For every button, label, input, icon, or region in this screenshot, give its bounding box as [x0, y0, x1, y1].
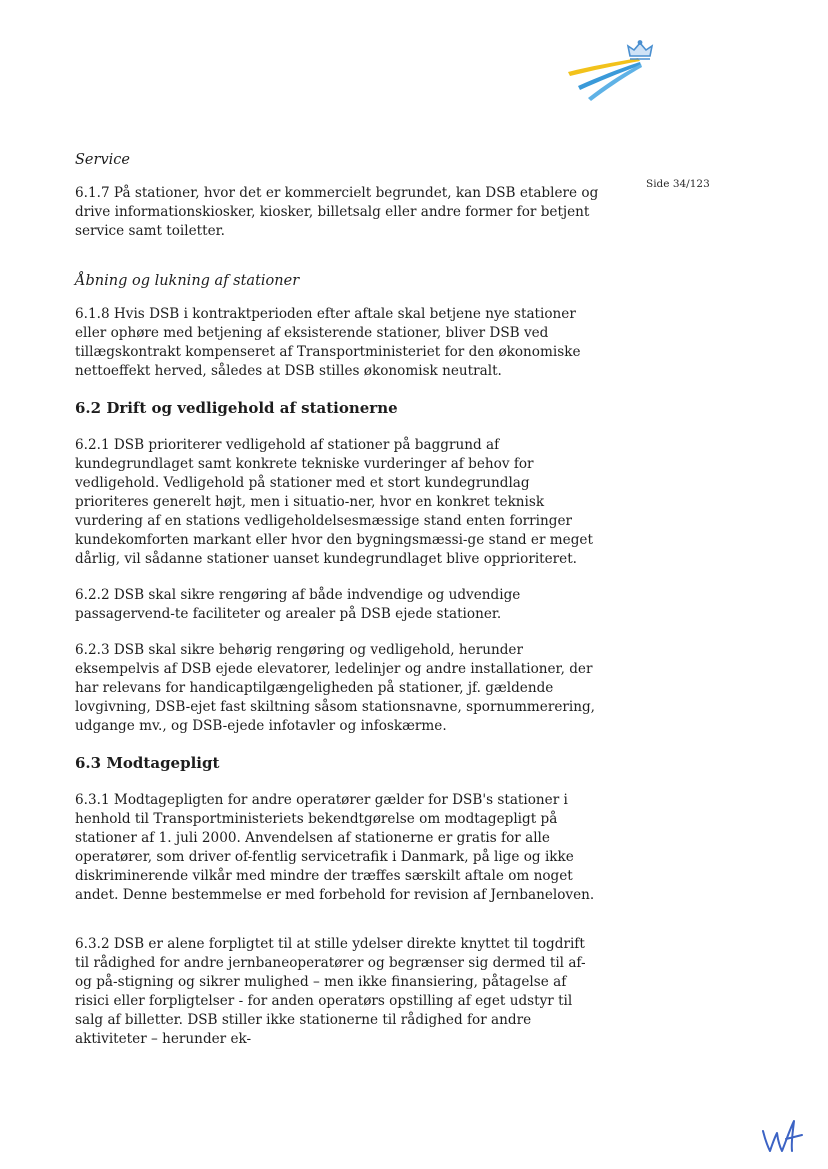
section-title-service: Service [75, 152, 130, 168]
document-body [75, 150, 600, 1066]
logo-crown-icon [628, 41, 652, 59]
paragraph-6-3-2: 6.3.2 DSB er alene forpligtet til at stille ydelser direkte knyttet til togdrift til rådighed for andre jernbaneoperatører og begrænser sig dermed til af- og på-stigning og sikrer mulighed – men ikke finansiering, påtagelse af risici eller forpligtelser - for anden operatørs opstilling af eget udstyr til salg af billetter. DSB stiller ikke stationerne til rådighed for andre aktiviteter – herunder ek- [75, 936, 586, 1047]
section-title-abning: Åbning og lukning af stationer [75, 273, 300, 289]
paragraph-6-2-2: 6.2.2 DSB skal sikre rengøring af både indvendige og udvendige passagervend-te faciliteter og arealer på DSB ejede stationer. [75, 587, 521, 622]
paragraph-6-2-1: 6.2.1 DSB prioriterer vedligehold af stationer på baggrund af kundegrundlaget samt konkrete tekniske vurderinger af behov for vedligehold. Vedligehold på stationer med et stort kundegrundlag prioriteres generelt højt, men i situatio-ner, hvor en konkret teknisk vurdering af en stations vedligeholdelsesmæssige stand enten forringer kundekomforten markant eller hvor den bygningsmæssi-ge stand er meget dårlig, vil sådanne stationer uanset kundegrundlaget blive opprioriteret. [75, 437, 593, 567]
paragraph-6-2-3: 6.2.3 DSB skal sikre behørig rengøring og vedligehold, herunder eksempelvis af DSB ejede elevatorer, ledelinjer og andre installationer, der har relevans for handicaptilgængeligheden på stationer, jf. gældende lovgivning, DSB-ejet fast skiltning såsom stationsnavne, spornummerering, udgange mv., og DSB-ejede infotavler og infoskærme. [75, 642, 595, 734]
paragraph-6-3-1: 6.3.1 Modtagepligten for andre operatører gælder for DSB's stationer i henhold til Transportministeriets bekendtgørelse om modtagepligt på stationer af 1. juli 2000. Anvendelsen af stationerne er gratis for alle operatører, som driver of-fentlig servicetrafik i Danmark, på lige og ikke diskriminerende vilkår med mindre der træffes særskilt aftale om noget andet. Denne bestemmelse er med forbehold for revision af Jernbaneloven. [75, 792, 595, 903]
paragraph-6-1-7: 6.1.7 På stationer, hvor det er kommercielt begrundet, kan DSB etablere og drive informationskiosker, kiosker, billetsalg eller andre former for betjent service samt toiletter. [75, 185, 599, 239]
heading-6-3: 6.3 Modtagepligt [75, 754, 220, 772]
heading-6-2: 6.2 Drift og vedligehold af stationerne [75, 399, 398, 417]
dsb-logo [566, 40, 656, 102]
page-number: Side 34/123 [646, 178, 710, 190]
signature-initials-icon [760, 1117, 806, 1157]
paragraph-6-1-8: 6.1.8 Hvis DSB i kontraktperioden efter aftale skal betjene nye stationer eller ophøre med betjening af eksisterende stationer, bliver DSB ved tillægskontrakt kompenseret af Transportministeriet for den økonomiske nettoeffekt herved, således at DSB stilles økonomisk neutralt. [75, 306, 581, 379]
